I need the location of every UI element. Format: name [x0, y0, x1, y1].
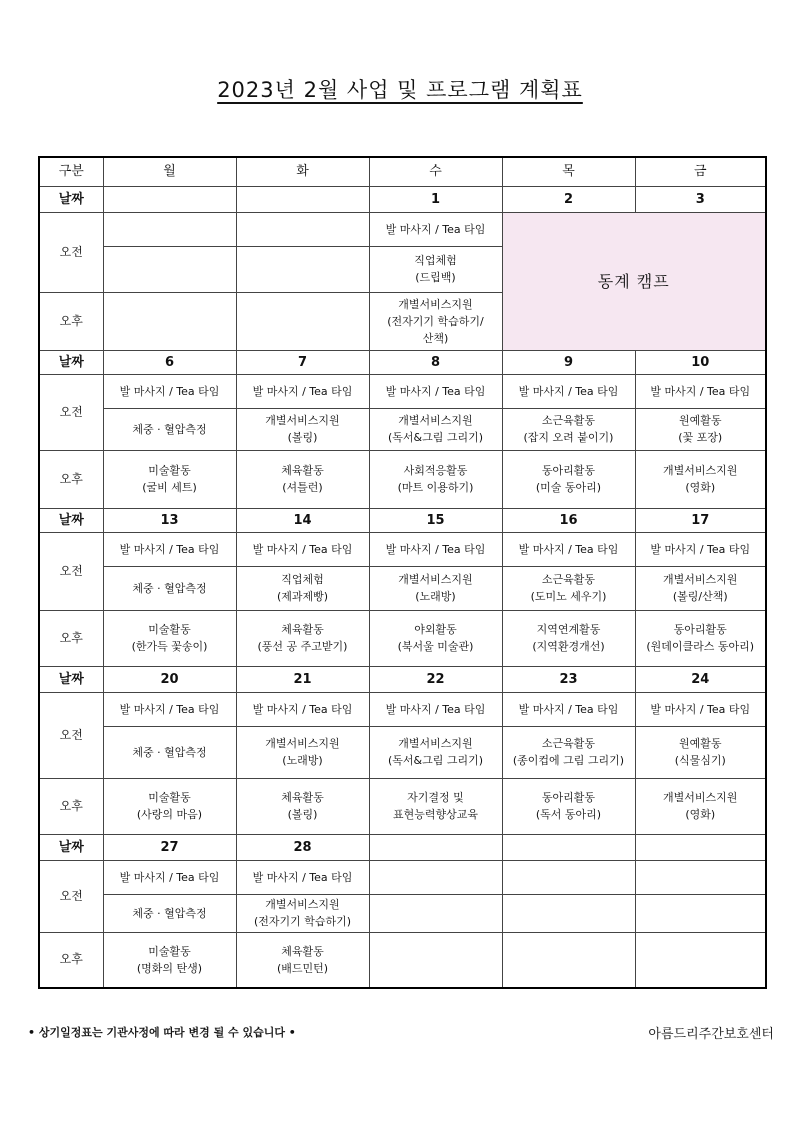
schedule-cell: [369, 894, 502, 932]
organization-name: 아름드리주간보호센터: [648, 1027, 774, 1042]
date-cell: 1: [369, 186, 502, 212]
schedule-cell: 개별서비스지원 (볼링/산책): [635, 566, 766, 610]
date-cell: 9: [502, 350, 635, 374]
schedule-cell: 발 마사지 / Tea 타임: [236, 860, 369, 894]
header-day-wed: 수: [369, 157, 502, 186]
header-row: [39, 157, 766, 186]
pm-row: [39, 778, 766, 834]
am-row-2: [39, 726, 766, 778]
schedule-cell: 동아리활동 (원데이클라스 동아리): [635, 610, 766, 666]
schedule-cell: [236, 246, 369, 292]
schedule-cell: 발 마사지 / Tea 타임: [103, 532, 236, 566]
schedule-cell: 체육활동 (풍선 공 주고받기): [236, 610, 369, 666]
date-cell: [369, 834, 502, 860]
schedule-cell: 발 마사지 / Tea 타임: [103, 860, 236, 894]
pm-label: 오후: [39, 932, 103, 988]
schedule-cell: 체중 · 혈압측정: [103, 408, 236, 450]
schedule-cell: 발 마사지 / Tea 타임: [103, 692, 236, 726]
date-label: 날짜: [39, 834, 103, 860]
schedule-cell: 미술활동 (사랑의 마음): [103, 778, 236, 834]
date-row: [39, 186, 766, 212]
schedule-cell: 발 마사지 / Tea 타임: [502, 692, 635, 726]
schedule-cell: [369, 860, 502, 894]
date-cell: 21: [236, 666, 369, 692]
schedule-cell: 발 마사지 / Tea 타임: [236, 692, 369, 726]
date-cell: [502, 834, 635, 860]
schedule-cell: 소근육활동 (잡지 오려 붙이기): [502, 408, 635, 450]
am-row-2: [39, 894, 766, 932]
date-cell: 27: [103, 834, 236, 860]
schedule-cell: 동아리활동 (독서 동아리): [502, 778, 635, 834]
am-label: 오전: [39, 692, 103, 778]
date-row: [39, 666, 766, 692]
schedule-cell: [103, 246, 236, 292]
schedule-cell: 체중 · 혈압측정: [103, 726, 236, 778]
pm-row: [39, 932, 766, 988]
schedule-cell: 발 마사지 / Tea 타임: [635, 692, 766, 726]
schedule-cell: 체육활동 (볼링): [236, 778, 369, 834]
date-label: 날짜: [39, 186, 103, 212]
date-cell: 15: [369, 508, 502, 532]
schedule-cell: 발 마사지 / Tea 타임: [369, 532, 502, 566]
page-title: 2023년 2월 사업 및 프로그램 계획표: [217, 78, 583, 102]
footer-note: • 상기일정표는 기관사정에 따라 변경 될 수 있습니다 •: [28, 1026, 296, 1039]
schedule-cell: [502, 932, 635, 988]
pm-label: 오후: [39, 450, 103, 508]
pm-row: [39, 610, 766, 666]
date-cell: [103, 186, 236, 212]
pm-label: 오후: [39, 292, 103, 350]
date-row: [39, 834, 766, 860]
date-row: [39, 350, 766, 374]
schedule-cell: 사회적응활동 (마트 이용하기): [369, 450, 502, 508]
schedule-cell: 자기결정 및 표현능력향상교육: [369, 778, 502, 834]
date-cell: 7: [236, 350, 369, 374]
header-corner: 구분: [39, 157, 103, 186]
schedule-cell: 체중 · 혈압측정: [103, 894, 236, 932]
schedule-cell: 미술활동 (명화의 탄생): [103, 932, 236, 988]
schedule-cell: 개별서비스지원 (독서&그림 그리기): [369, 408, 502, 450]
schedule-cell: 개별서비스지원 (전자기기 학습하기/ 산책): [369, 292, 502, 350]
date-cell: 14: [236, 508, 369, 532]
date-cell: 10: [635, 350, 766, 374]
date-cell: 2: [502, 186, 635, 212]
schedule-cell: 개별서비스지원 (볼링): [236, 408, 369, 450]
schedule-cell: 소근육활동 (도미노 세우기): [502, 566, 635, 610]
schedule-cell: 동아리활동 (미술 동아리): [502, 450, 635, 508]
schedule-cell: 발 마사지 / Tea 타임: [369, 374, 502, 408]
schedule-cell: 체중 · 혈압측정: [103, 566, 236, 610]
pm-label: 오후: [39, 610, 103, 666]
date-label: 날짜: [39, 666, 103, 692]
schedule-cell: 발 마사지 / Tea 타임: [236, 374, 369, 408]
schedule-cell: 원예활동 (식물심기): [635, 726, 766, 778]
date-cell: 8: [369, 350, 502, 374]
schedule-cell: 개별서비스지원 (노래방): [369, 566, 502, 610]
am-row: [39, 532, 766, 566]
schedule-cell: 발 마사지 / Tea 타임: [502, 532, 635, 566]
date-cell: 22: [369, 666, 502, 692]
schedule-cell: [502, 894, 635, 932]
date-label: 날짜: [39, 350, 103, 374]
schedule-cell: 개별서비스지원 (영화): [635, 778, 766, 834]
date-cell: 28: [236, 834, 369, 860]
schedule-cell: 개별서비스지원 (영화): [635, 450, 766, 508]
date-cell: 23: [502, 666, 635, 692]
schedule-cell: [103, 212, 236, 246]
schedule-cell: 야외활동 (북서울 미술관): [369, 610, 502, 666]
am-row: [39, 860, 766, 894]
schedule-table: [38, 156, 767, 989]
am-label: 오전: [39, 532, 103, 610]
schedule-cell: 발 마사지 / Tea 타임: [502, 374, 635, 408]
schedule-cell: 발 마사지 / Tea 타임: [635, 374, 766, 408]
date-cell: 16: [502, 508, 635, 532]
schedule-cell: [236, 212, 369, 246]
date-cell: 17: [635, 508, 766, 532]
schedule-cell: 지역연계활동 (지역환경개선): [502, 610, 635, 666]
am-row-2: [39, 408, 766, 450]
schedule-cell: 발 마사지 / Tea 타임: [369, 692, 502, 726]
date-cell: [236, 186, 369, 212]
am-row: [39, 374, 766, 408]
pm-row: [39, 450, 766, 508]
am-row: [39, 692, 766, 726]
date-cell: 24: [635, 666, 766, 692]
am-label: 오전: [39, 374, 103, 450]
schedule-cell: [103, 292, 236, 350]
schedule-cell: 직업체험 (제과제빵): [236, 566, 369, 610]
winter-camp-cell: 동계 캠프: [502, 212, 766, 350]
am-label: 오전: [39, 212, 103, 292]
schedule-cell: [635, 932, 766, 988]
header-day-tue: 화: [236, 157, 369, 186]
schedule-cell: 체육활동 (배드민턴): [236, 932, 369, 988]
header-day-fri: 금: [635, 157, 766, 186]
date-cell: 13: [103, 508, 236, 532]
header-day-thu: 목: [502, 157, 635, 186]
schedule-cell: 미술활동 (한가득 꽃송이): [103, 610, 236, 666]
date-cell: 6: [103, 350, 236, 374]
schedule-cell: 체육활동 (셔틀런): [236, 450, 369, 508]
schedule-cell: [502, 860, 635, 894]
schedule-cell: [635, 860, 766, 894]
schedule-cell: 직업체험 (드립백): [369, 246, 502, 292]
schedule-cell: 소근육활동 (종이컵에 그림 그리기): [502, 726, 635, 778]
date-cell: 20: [103, 666, 236, 692]
header-day-mon: 월: [103, 157, 236, 186]
schedule-cell: 발 마사지 / Tea 타임: [103, 374, 236, 408]
schedule-cell: 개별서비스지원 (노래방): [236, 726, 369, 778]
schedule-cell: 발 마사지 / Tea 타임: [369, 212, 502, 246]
am-row: [39, 212, 766, 246]
schedule-cell: 발 마사지 / Tea 타임: [635, 532, 766, 566]
schedule-cell: 개별서비스지원 (전자기기 학습하기): [236, 894, 369, 932]
date-label: 날짜: [39, 508, 103, 532]
date-cell: [635, 834, 766, 860]
pm-label: 오후: [39, 778, 103, 834]
date-row: [39, 508, 766, 532]
am-row-2: [39, 566, 766, 610]
date-cell: 3: [635, 186, 766, 212]
schedule-cell: 개별서비스지원 (독서&그림 그리기): [369, 726, 502, 778]
schedule-cell: [369, 932, 502, 988]
schedule-cell: 원예활동 (꽃 포장): [635, 408, 766, 450]
schedule-cell: [236, 292, 369, 350]
am-label: 오전: [39, 860, 103, 932]
schedule-cell: 발 마사지 / Tea 타임: [236, 532, 369, 566]
schedule-cell: [635, 894, 766, 932]
schedule-cell: 미술활동 (굴비 세트): [103, 450, 236, 508]
